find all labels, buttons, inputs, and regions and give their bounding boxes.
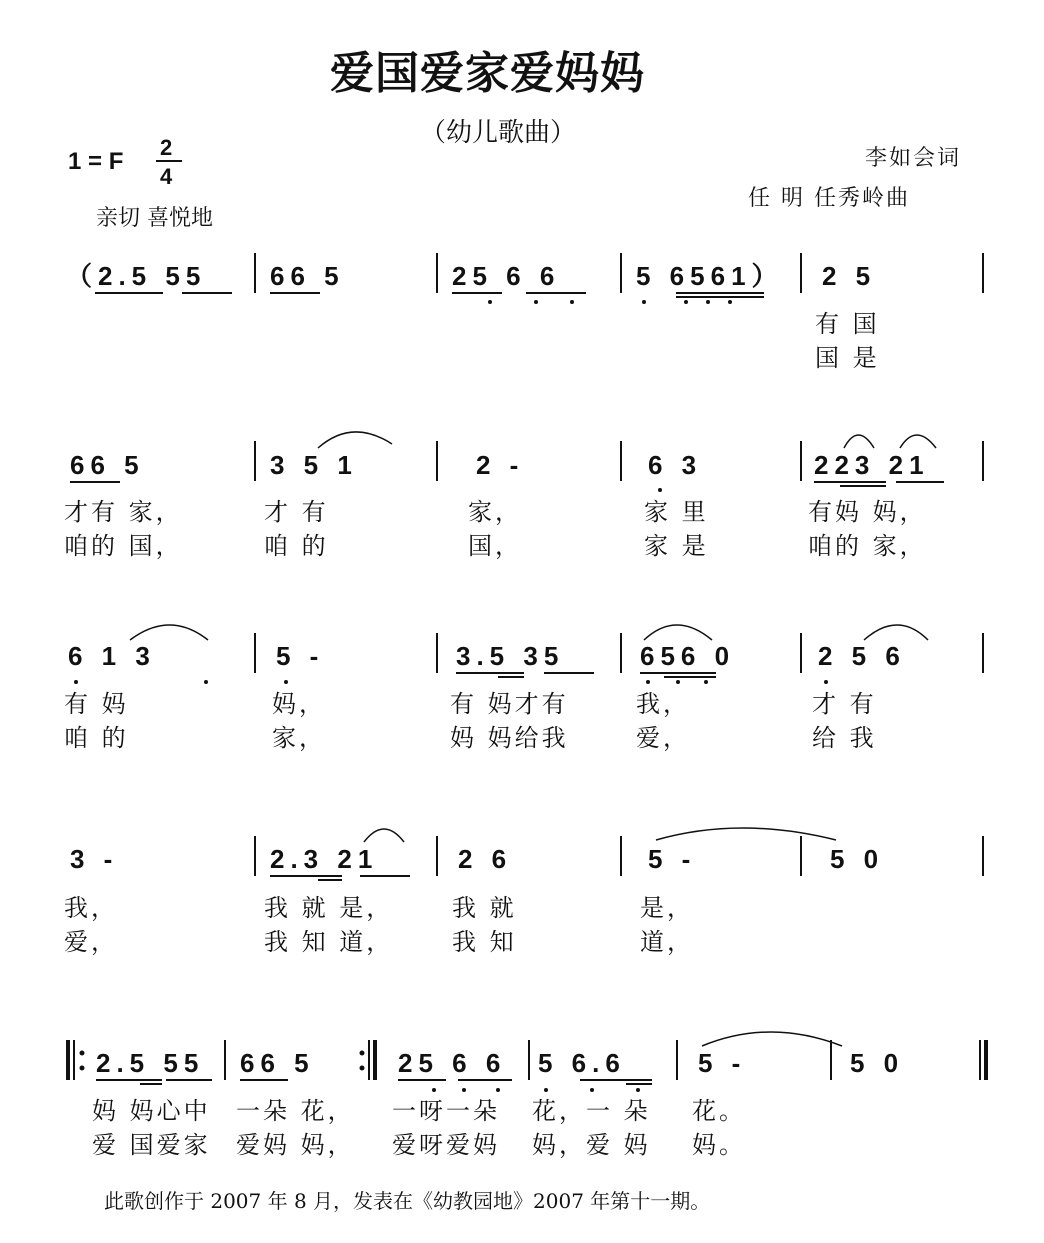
octave-dot [590,1088,594,1092]
tempo-marking: 亲切 喜悦地 [96,206,213,231]
lyric-line-2: 家， [272,724,326,752]
measure: 2 6 [458,844,513,874]
measure: 656 0 [640,641,736,671]
key-signature: 1 = F [68,148,124,175]
song-subtitle: （幼儿歌曲） [420,118,577,148]
underline-beam [626,1083,652,1085]
measure: 25 6 6 [452,261,561,291]
octave-dot [432,1088,436,1092]
underline-beam [580,1079,652,1081]
barline [676,1040,678,1080]
underline-beam [140,1083,162,1085]
lyric-line-2: 国 是 [815,344,880,372]
lyric-line-1: 妈， [272,690,326,718]
lyric-line-1: 我， [636,690,690,718]
measure: 3.5 35 [456,641,565,671]
lyric-line-2: 爱， [64,928,118,956]
lyric-line-2: 妈。 [692,1131,746,1159]
lyric-line-1: 一呀一朵 [392,1097,500,1125]
measure: 5 0 [830,844,885,874]
lyric-line-2: 咱 的 [264,532,329,560]
lyric-line-1: 家 里 [644,498,709,526]
lyric-line-1: 才 有 [812,690,877,718]
footnote: 此歌创作于 2007 年 8 月，发表在《幼教园地》2007 年第十一期。 [104,1189,711,1213]
lyricist-credit: 李如会词 [865,146,962,171]
measure: 5 0 [850,1048,905,1078]
lyric-line-1: 家， [468,498,522,526]
lyric-line-1: 花。 [692,1097,746,1125]
song-title: 爱国爱家爱妈妈 [330,48,645,99]
barline [224,1040,226,1080]
measure: 223 21 [814,450,930,480]
underline-beam [398,1079,446,1081]
lyric-line-2: 咱的 国， [64,532,183,560]
lyric-line-1: 有 国 [815,310,880,338]
lyric-line-1: 才有 家， [64,498,183,526]
lyric-line-1: 我， [64,894,118,922]
octave-dot [636,1088,640,1092]
measure: 5 6561） [636,261,784,291]
measure: 6 1 3 [68,641,156,671]
barline [830,1040,832,1080]
octave-dot [544,1088,548,1092]
barline [528,1040,530,1080]
measure: 2.5 55 [96,1048,205,1078]
lyric-line-1: 一朵 花， [236,1097,355,1125]
measure: 25 6 6 [398,1048,507,1078]
measure: 5 - [698,1048,747,1078]
measure: 6 3 [648,450,703,480]
lyric-line-2: 咱的 家， [808,532,927,560]
lyric-line-2: 咱 的 [64,724,129,752]
time-signature-bottom: 4 [160,164,173,189]
measure: 3 5 1 [270,450,358,480]
octave-dot [496,1088,500,1092]
lyric-line-2: 爱妈 妈， [236,1131,355,1159]
measure: 2 5 [822,261,877,291]
lyric-line-2: 爱呀爱妈 [392,1131,500,1159]
measure: 5 - [648,844,697,874]
time-signature-top: 2 [160,135,173,160]
measure: 66 5 [270,261,345,291]
lyric-line-1: 花，一 朵 [532,1097,651,1125]
lyric-line-1: 我 就 [452,894,517,922]
lyric-line-2: 家 是 [644,532,709,560]
measure: 2 5 6 [818,641,906,671]
lyric-line-2: 我 知 [452,928,517,956]
lyric-line-2: 爱 国爱家 [92,1131,211,1159]
lyric-line-2: 爱， [636,724,690,752]
lyric-line-2: 给 我 [812,724,877,752]
lyric-line-1: 才 有 [264,498,329,526]
measure: 5 - [276,641,325,671]
underline-beam [166,1079,212,1081]
lyric-line-2: 道， [640,928,694,956]
octave-dot [462,1088,466,1092]
underline-beam [458,1079,512,1081]
lyric-line-2: 妈，爱 妈 [532,1131,651,1159]
measure: 2.3 21 [270,844,379,874]
measure: 3 - [70,844,119,874]
lyric-line-1: 我 就 是， [264,894,394,922]
lyric-line-1: 有妈 妈， [808,498,927,526]
lyric-line-1: 有 妈 [64,690,129,718]
lyric-line-2: 妈 妈给我 [450,724,569,752]
composer-credit: 任 明 任秀岭曲 [748,186,910,211]
measure: 66 5 [240,1048,315,1078]
measure: 2 - [476,450,525,480]
measure: （2.5 55 [66,261,207,291]
underline-beam [240,1079,288,1081]
measure: 5 6.6 [538,1048,626,1078]
lyric-line-1: 是， [640,894,694,922]
underline-beam [96,1079,162,1081]
lyric-line-1: 妈 妈心中 [92,1097,211,1125]
lyric-line-1: 有 妈才有 [450,690,569,718]
measure: 66 5 [70,450,145,480]
lyric-line-2: 我 知 道， [264,928,394,956]
lyric-line-2: 国， [468,532,522,560]
